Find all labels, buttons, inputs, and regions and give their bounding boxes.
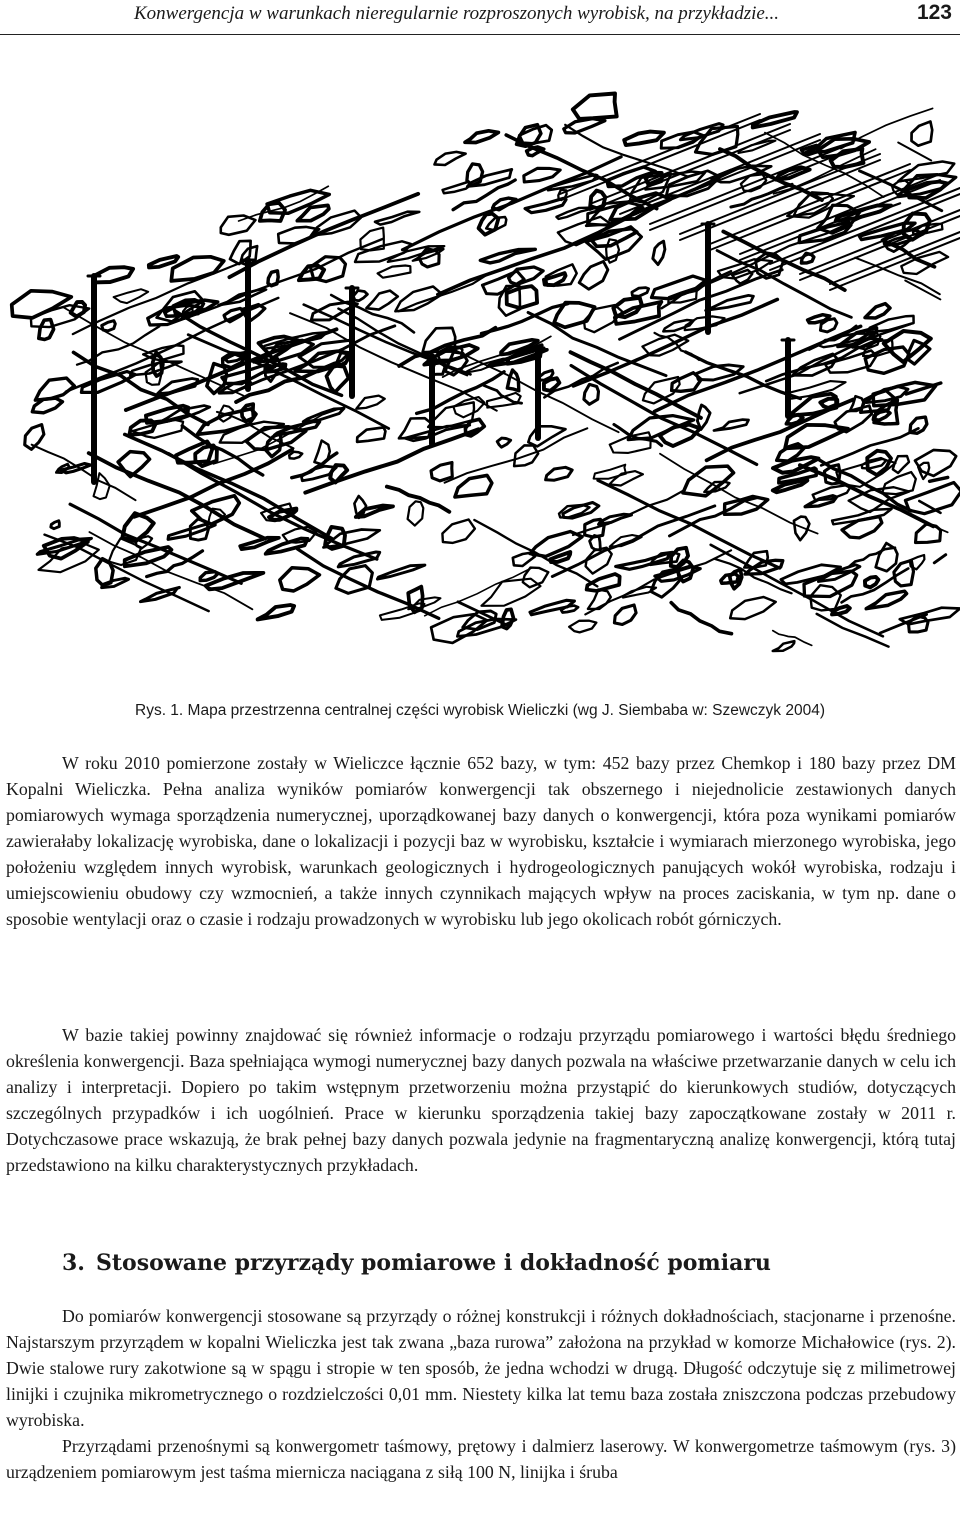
paragraph-2: [6, 1022, 956, 1178]
paragraph-1-text: W roku 2010 pomierzone zostały w Wieliczce łącznie 652 bazy, w tym: 452 bazy przez Chemkop i 180 bazy przez DM Kopalni Wieliczka. Pełna analiza wyników pomiarów konwergencji tak obszernego i niejednolicie zestawionych danych pomiarowych wymaga sporządzenia numerycznej, uporządkowanej bazy danych o konwergencji, która poza wynikami pomiarów zawierałaby lokalizację wyrobiska, dane o lokalizacji i pozycji baz w wyrobisku, kształcie i wymiarach mierzonego wyrobiska, jego położeniu względem innych wyrobisk, warunkach geologicznych i hydrogeologicznych panujących wokół wyrobiska, rodzaju i umiejscowieniu obudowy czy wzmocnień, a także innych czynnikach mających wpływ na proces zaciskania, w tym np. dane o sposobie wentylacji oraz o czasie i rodzaju prowadzonych w wyrobisku lub jego okolicach robót górniczych.: [6, 753, 956, 929]
figure-mine-map: [0, 44, 960, 692]
section-title: Stosowane przyrządy pomiarowe i dokładność pomiaru: [96, 1250, 771, 1276]
section-number: 3.: [62, 1250, 85, 1276]
paragraph-1: [6, 750, 956, 932]
mine-workings-map: [0, 44, 960, 692]
paragraph-2-text: W bazie takiej powinny znajdować się również informacje o rodzaju przyrządu pomiarowego i wartości błędu średniego określenia konwergencji. Baza spełniająca wymogi numerycznej bazy danych pozwala na właściwe przetwarzanie danych w celu ich analizy i interpretacji. Dopiero po takim wstępnym przetworzeniu można przystąpić do kierunkowych studiów, dotyczących szczególnych przypadków i ich uogólnień. Prace w kierunku sporządzenia takiej bazy zapoczątkowane zostały w 2011 r. Dotychczasowe prace wskazują, że brak pełnej bazy danych pozwala jedynie na fragmentaryczną analizę konwergencji, którą tutaj przedstawiono na kilku charakterystycznych przykładach.: [6, 1025, 956, 1175]
figure-caption: Rys. 1. Mapa przestrzenna centralnej części wyrobisk Wieliczki (wg J. Siembaba w: Szewczyk 2004): [135, 702, 825, 719]
paragraph-4: [6, 1433, 956, 1485]
running-header: [0, 0, 960, 35]
paragraph-4-text: Przyrządami przenośnymi są konwergometr taśmowy, prętowy i dalmierz laserowy. W konwergometrze taśmowym (rys. 3) urządzeniem pomiarowym jest taśma miernicza naciągana z siłą 100 N, linijka i śruba: [6, 1436, 956, 1482]
section-heading: [62, 1250, 771, 1276]
paragraph-3: [6, 1303, 956, 1433]
paragraph-3-text: Do pomiarów konwergencji stosowane są przyrządy o różnej konstrukcji i różnych dokładnościach, stacjonarne i przenośne. Najstarszym przyrządem w kopalni Wieliczka jest tak zwana „baza rurowa” założona na przykład w komorze Michałowice (rys. 2). Dwie stalowe rury zakotwione są w spągu i stropie w ten sposób, że jedna wchodzi w drugą. Długość odczytuje się z milimetrowej linijki i czujnika mikrometrycznego o rozdzielczości 0,01 mm. Niestety kilka lat temu baza została zniszczona podczas przebudowy wyrobiska.: [6, 1306, 956, 1430]
running-title: Konwergencja w warunkach nieregularnie rozproszonych wyrobisk, na przykładzie...: [134, 3, 780, 24]
page-number: 123: [916, 1, 952, 24]
